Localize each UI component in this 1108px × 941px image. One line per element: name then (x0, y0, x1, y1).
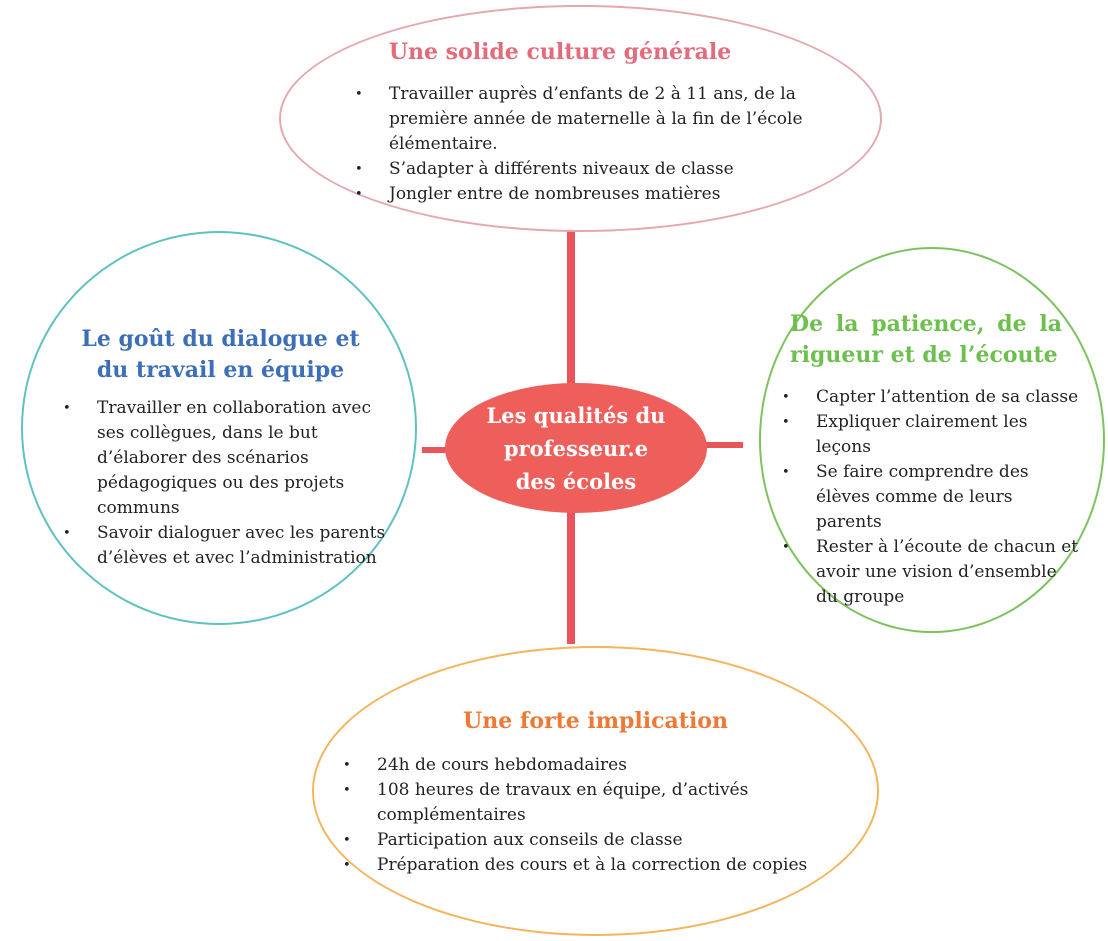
list-item: • S’adapter à différents niveaux de classe (355, 157, 865, 182)
bottom-node-title: Une forte implication (463, 708, 728, 734)
center-node (445, 383, 707, 513)
connector-right (705, 442, 743, 448)
list-item: • Travailler en collaboration avec ses collègues, dans le but d’élaborer des scénarios pédagogiques ou des projets communs (63, 396, 398, 521)
connector-top (567, 230, 575, 386)
list-item: • Savoir dialoguer avec les parents d’élèves et avec l’administration (63, 521, 398, 571)
left-node-title: Le goût du dialogue et du travail en équipe (81, 326, 360, 383)
left-node-list (63, 396, 398, 571)
center-node-title: Les qualités du professeur.e des écoles (486, 402, 666, 494)
list-item: • Participation aux conseils de classe (343, 828, 883, 853)
list-item: • Travailler auprès d’enfants de 2 à 11 ans, de la première année de maternelle à la fin de l’école élémentaire. (355, 82, 865, 157)
top-node-title: Une solide culture générale (388, 39, 732, 65)
list-item: • 108 heures de travaux en équipe, d’activés complémentaires (343, 778, 883, 828)
list-item: • Préparation des cours et à la correction de copies (343, 853, 883, 878)
left-node (63, 324, 398, 571)
list-item: • 24h de cours hebdomadaires (343, 753, 883, 778)
right-node-title: De la patience, de la rigueur et de l’écoute (790, 311, 1062, 368)
list-item: • Rester à l’écoute de chacun et avoir une vision d’ensemble du groupe (782, 535, 1082, 610)
bottom-node (343, 706, 883, 878)
bottom-node-list (343, 753, 883, 878)
list-item: • Jongler entre de nombreuses matières (355, 182, 865, 207)
connector-bottom (567, 511, 575, 644)
list-item: • Expliquer clairement les leçons (782, 410, 1082, 460)
top-node-list (355, 82, 865, 207)
right-node-list (782, 385, 1082, 610)
list-item: • Capter l’attention de sa classe (782, 385, 1082, 410)
right-node (782, 309, 1082, 610)
list-item: • Se faire comprendre des élèves comme de leurs parents (782, 460, 1082, 535)
top-node (355, 37, 865, 207)
